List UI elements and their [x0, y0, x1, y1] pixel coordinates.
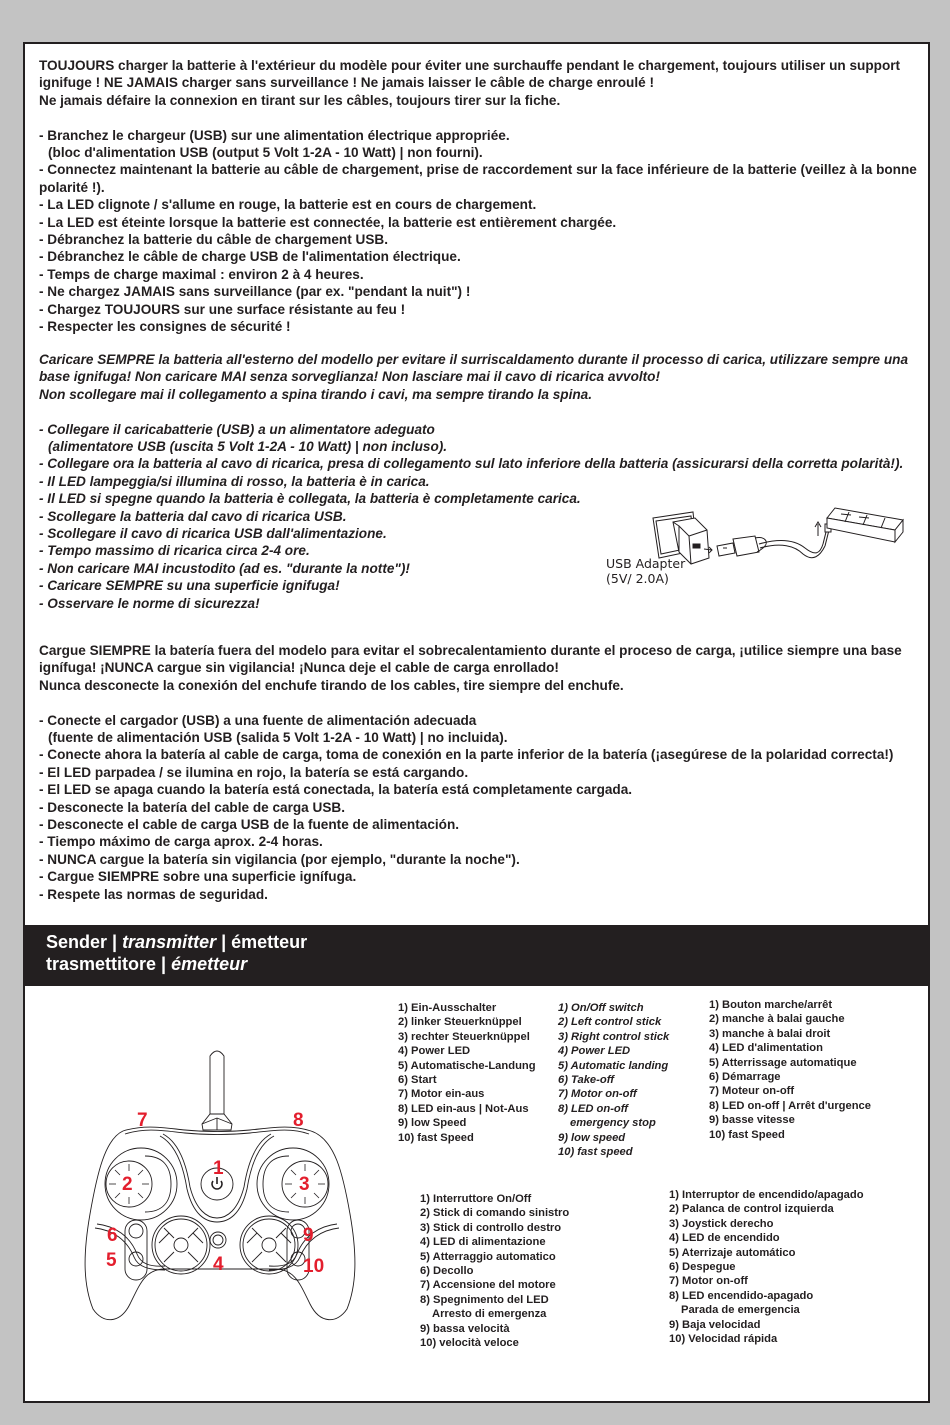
- legend-item: 7) Moteur on-off: [709, 1085, 795, 1098]
- right-dpad-icon: [240, 1216, 298, 1274]
- legend-item: 5) Automatic landing: [558, 1059, 669, 1072]
- spanish-charging-instructions: [39, 642, 919, 903]
- usb-cable-icon: [717, 522, 831, 558]
- callout-8: 8: [293, 1110, 304, 1131]
- left-stick-icon: [105, 1148, 177, 1220]
- french-step: - La LED clignote / s'allume en rouge, la batterie est en cours de chargement.: [39, 197, 537, 213]
- transmitter-section-header: [25, 925, 928, 986]
- legend-item: 9) Baja velocidad: [669, 1318, 761, 1331]
- legend-item: 3) rechter Steuerknüppel: [398, 1030, 530, 1043]
- banner-text: Sender |: [46, 932, 123, 952]
- legend-item: 7) Accensione del motore: [420, 1279, 556, 1292]
- legend-item: 1) On/Off switch: [558, 1002, 644, 1014]
- callout-10: 10: [303, 1256, 325, 1277]
- french-step: - Branchez le chargeur (USB) sur une alimentation électrique appropriée.: [39, 127, 510, 143]
- transmitter-diagram: [65, 1044, 385, 1374]
- left-dpad-icon: [152, 1216, 210, 1274]
- legend-item: 7) Motor on-off: [669, 1275, 748, 1288]
- spanish-step: - Cargue SIEMPRE sobre una superficie ignífuga.: [39, 869, 357, 885]
- spanish-step: - Respete las normas de seguridad.: [39, 886, 268, 902]
- legend-item: 5) Atterraggio automatico: [420, 1250, 556, 1263]
- french-step: - Débranchez la batterie du câble de chargement USB.: [39, 232, 389, 248]
- legend-item: 10) velocità veloce: [420, 1337, 519, 1350]
- power-led-icon: [210, 1232, 226, 1248]
- legend-item: 8) LED on-off | Arrêt d'urgence: [709, 1099, 872, 1112]
- legend-item: 6) Despegue: [669, 1261, 736, 1274]
- legend-item: 2) Stick di comando sinistro: [420, 1207, 570, 1220]
- spanish-step: - NUNCA cargue la batería sin vigilancia (por ejemplo, "durante la noche").: [39, 851, 520, 867]
- italian-step: - Collegare il caricabatterie (USB) a un alimentatore adeguato: [39, 421, 435, 437]
- usb-adapter-label-line1: USB Adapter: [606, 556, 686, 571]
- callout-4: 4: [213, 1254, 224, 1275]
- italian-step: - Scollegare la batteria dal cavo di ricarica USB.: [39, 508, 347, 524]
- italian-step: - Collegare ora la batteria al cavo di ricarica, presa di collegamento sul lato inferiore della batteria (assicurarsi della corretta polarità!).: [39, 456, 904, 472]
- spanish-step: - Conecte el cargador (USB) a una fuente de alimentación adecuada: [39, 712, 477, 728]
- french-step: - La LED est éteinte lorsque la batterie est connectée, la batterie est entièrement chargée.: [39, 214, 617, 230]
- legend-item: 10) fast Speed: [398, 1131, 474, 1144]
- italian-intro-2: Non scollegare mai il collegamento a spina tirando i cavi, ma sempre tirando la spina.: [39, 386, 592, 402]
- legend-item-continuation: Arresto di emergenza: [432, 1308, 547, 1321]
- spanish-intro-2: Nunca desconecte la conexión del enchufe tirando de los cables, tire siempre del enchufe.: [39, 677, 624, 693]
- french-step: - Temps de charge maximal : environ 2 à 4 heures.: [39, 266, 364, 282]
- legend-item: 4) LED di alimentazione: [420, 1236, 546, 1249]
- italian-step: - Scollegare il cavo di ricarica USB dall'alimentazione.: [39, 526, 387, 542]
- banner-text-italic: transmitter: [122, 932, 217, 952]
- legend-item: 2) Left control stick: [558, 1016, 662, 1029]
- right-stick-icon: [257, 1148, 329, 1220]
- legend-item: 9) bassa velocità: [420, 1322, 510, 1335]
- french-step: - Débranchez le câble de charge USB de l'alimentation électrique.: [39, 249, 461, 265]
- french-intro-2: Ne jamais défaire la connexion en tirant sur les câbles, toujours tirer sur la fiche.: [39, 92, 561, 108]
- spanish-step: - El LED parpadea / se ilumina en rojo, la batería se está cargando.: [39, 764, 469, 780]
- spanish-step: - Desconecte el cable de carga USB de la fuente de alimentación.: [39, 817, 460, 833]
- french-step: - Connectez maintenant la batterie au câble de chargement, prise de raccordement sur la face inférieure de la batterie (veillez à la bonne polarité !).: [39, 162, 917, 195]
- legend-item: 4) LED de encendido: [669, 1232, 780, 1245]
- spanish-step: - Tiempo máximo de carga aprox. 2-4 horas.: [39, 834, 323, 850]
- legend-item: 1) Interruptor de encendido/apagado: [669, 1189, 864, 1201]
- spanish-step: (fuente de alimentación USB (salida 5 Volt 1-2A - 10 Watt) | no incluida).: [48, 730, 508, 746]
- legend-item: 2) manche à balai gauche: [709, 1013, 845, 1026]
- legend-item: 10) Velocidad rápida: [669, 1333, 778, 1346]
- legend-item: 8) LED ein-aus | Not-Aus: [398, 1102, 529, 1115]
- callout-5: 5: [106, 1250, 117, 1271]
- italian-step: - Il LED si spegne quando la batteria è collegata, la batteria è completamente carica.: [39, 491, 581, 507]
- battery-icon: [827, 508, 903, 542]
- manual-page: [23, 42, 930, 1403]
- legend-item: 4) Power LED: [398, 1045, 471, 1058]
- spanish-intro-1: Cargue SIEMPRE la batería fuera del modelo para evitar el sobrecalentamiento durante el proceso de carga, ¡utilice siempre una base ignífuga! ¡NUNCA cargue sin vigilancia! ¡Nunca deje el cable de carga enrollado!: [39, 643, 902, 676]
- legend-item: 1) Ein-Ausschalter: [398, 1002, 497, 1014]
- german-legend: [398, 1001, 536, 1145]
- take-off-button-icon: [125, 1220, 147, 1280]
- french-step: - Ne chargez JAMAIS sans surveillance (par ex. "pendant la nuit") !: [39, 284, 471, 300]
- italian-step: - Il LED lampeggia/si illumina di rosso, la batteria è in carica.: [39, 473, 430, 489]
- legend-item: 5) Automatische-Landung: [398, 1059, 536, 1072]
- french-charging-instructions: [39, 57, 919, 335]
- callout-9: 9: [303, 1225, 314, 1246]
- banner-text: trasmettitore |: [46, 954, 172, 974]
- banner-line-1: [46, 931, 928, 953]
- callout-7: 7: [137, 1110, 148, 1131]
- legend-item: 3) Right control stick: [558, 1030, 670, 1043]
- legend-item: 8) LED encendido-apagado: [669, 1289, 814, 1302]
- banner-text: | émetteur: [216, 932, 308, 952]
- legend-item: 4) Power LED: [558, 1045, 631, 1058]
- antenna-icon: [202, 1051, 232, 1130]
- english-legend: [558, 1001, 669, 1159]
- legend-item: 10) fast speed: [558, 1146, 633, 1159]
- legend-item: 3) Joystick derecho: [669, 1217, 774, 1230]
- italian-step: - Osservare le norme di sicurezza!: [39, 595, 260, 611]
- spanish-step: - El LED se apaga cuando la batería está conectada, la batería está completamente cargada.: [39, 782, 633, 798]
- usb-adapter-label-line2: (5V/ 2.0A): [606, 571, 669, 586]
- legend-item: 6) Take-off: [558, 1074, 614, 1087]
- legend-item: 5) Atterrissage automatique: [709, 1056, 857, 1069]
- italian-step: - Caricare SEMPRE su una superficie ignifuga!: [39, 578, 340, 594]
- legend-item: 5) Aterrizaje automático: [669, 1246, 796, 1259]
- legend-item: 3) Stick di controllo destro: [420, 1221, 562, 1234]
- italian-step: - Tempo massimo di ricarica circa 2-4 ore.: [39, 543, 310, 559]
- italian-legend: [420, 1192, 569, 1350]
- french-intro-1: TOUJOURS charger la batterie à l'extérieur du modèle pour éviter une surchauffe pendant le chargement, toujours utiliser un support ignifuge ! NE JAMAIS charger sans surveillance ! Ne jamais laisser le câble de charge enroulé !: [39, 58, 901, 91]
- legend-item: 9) basse vitesse: [709, 1114, 795, 1127]
- legend-item: 6) Démarrage: [709, 1071, 781, 1084]
- french-step: - Chargez TOUJOURS sur une surface résistante au feu !: [39, 301, 406, 317]
- french-step: (bloc d'alimentation USB (output 5 Volt 1-2A - 10 Watt) | non fourni).: [48, 145, 483, 161]
- legend-item: 8) Spegnimento del LED: [420, 1293, 549, 1306]
- banner-text-italic: émetteur: [171, 954, 248, 974]
- legend-item: 6) Start: [398, 1074, 437, 1087]
- legend-item: 10) fast Speed: [709, 1128, 785, 1141]
- spanish-step: - Desconecte la batería del cable de carga USB.: [39, 799, 345, 815]
- italian-step: - Non caricare MAI incustodito (ad es. "durante la notte")!: [39, 560, 410, 576]
- italian-step: (alimentatore USB (uscita 5 Volt 1-2A - 10 Watt) | non incluso).: [48, 439, 448, 455]
- legend-item: 7) Motor on-off: [558, 1088, 637, 1101]
- usb-adapter-label: [606, 556, 685, 586]
- callout-6: 6: [107, 1225, 118, 1246]
- legend-item-continuation: Parada de emergencia: [681, 1304, 800, 1317]
- legend-item: 2) Palanca de control izquierda: [669, 1203, 834, 1216]
- callout-1: 1: [213, 1158, 224, 1179]
- spanish-step: - Conecte ahora la batería al cable de carga, toma de conexión en la parte inferior de la batería (¡asegúrese de la polaridad correcta!): [39, 747, 894, 763]
- banner-line-2: [46, 953, 928, 975]
- callout-3: 3: [299, 1174, 310, 1195]
- legend-item: 3) manche à balai droit: [709, 1027, 831, 1040]
- legend-item: 7) Motor ein-aus: [398, 1088, 485, 1101]
- french-step: - Respecter les consignes de sécurité !: [39, 319, 291, 335]
- french-legend: [709, 998, 871, 1142]
- italian-intro-1: Caricare SEMPRE la batteria all'esterno del modello per evitare il surriscaldamento durante il processo di carica, utilizzare sempre una base ignifuga! Non caricare MAI senza sorveglianza! Non lasciare mai il cavo di ricarica avvolto!: [39, 352, 909, 385]
- spanish-legend: [669, 1188, 864, 1346]
- callout-2: 2: [122, 1174, 133, 1195]
- auto-landing-button-icon: [129, 1252, 143, 1266]
- legend-item: 4) LED d'alimentation: [709, 1042, 823, 1055]
- legend-item: 9) low Speed: [398, 1117, 467, 1130]
- legend-item-continuation: emergency stop: [570, 1117, 656, 1130]
- legend-item: 8) LED on-off: [558, 1102, 629, 1115]
- legend-item: 1) Bouton marche/arrêt: [709, 999, 833, 1011]
- controller-body-icon: [85, 1127, 355, 1320]
- legend-item: 2) linker Steuerknüppel: [398, 1016, 522, 1029]
- legend-item: 6) Decollo: [420, 1265, 474, 1278]
- legend-item: 1) Interruttore On/Off: [420, 1193, 532, 1205]
- legend-item: 9) low speed: [558, 1131, 626, 1144]
